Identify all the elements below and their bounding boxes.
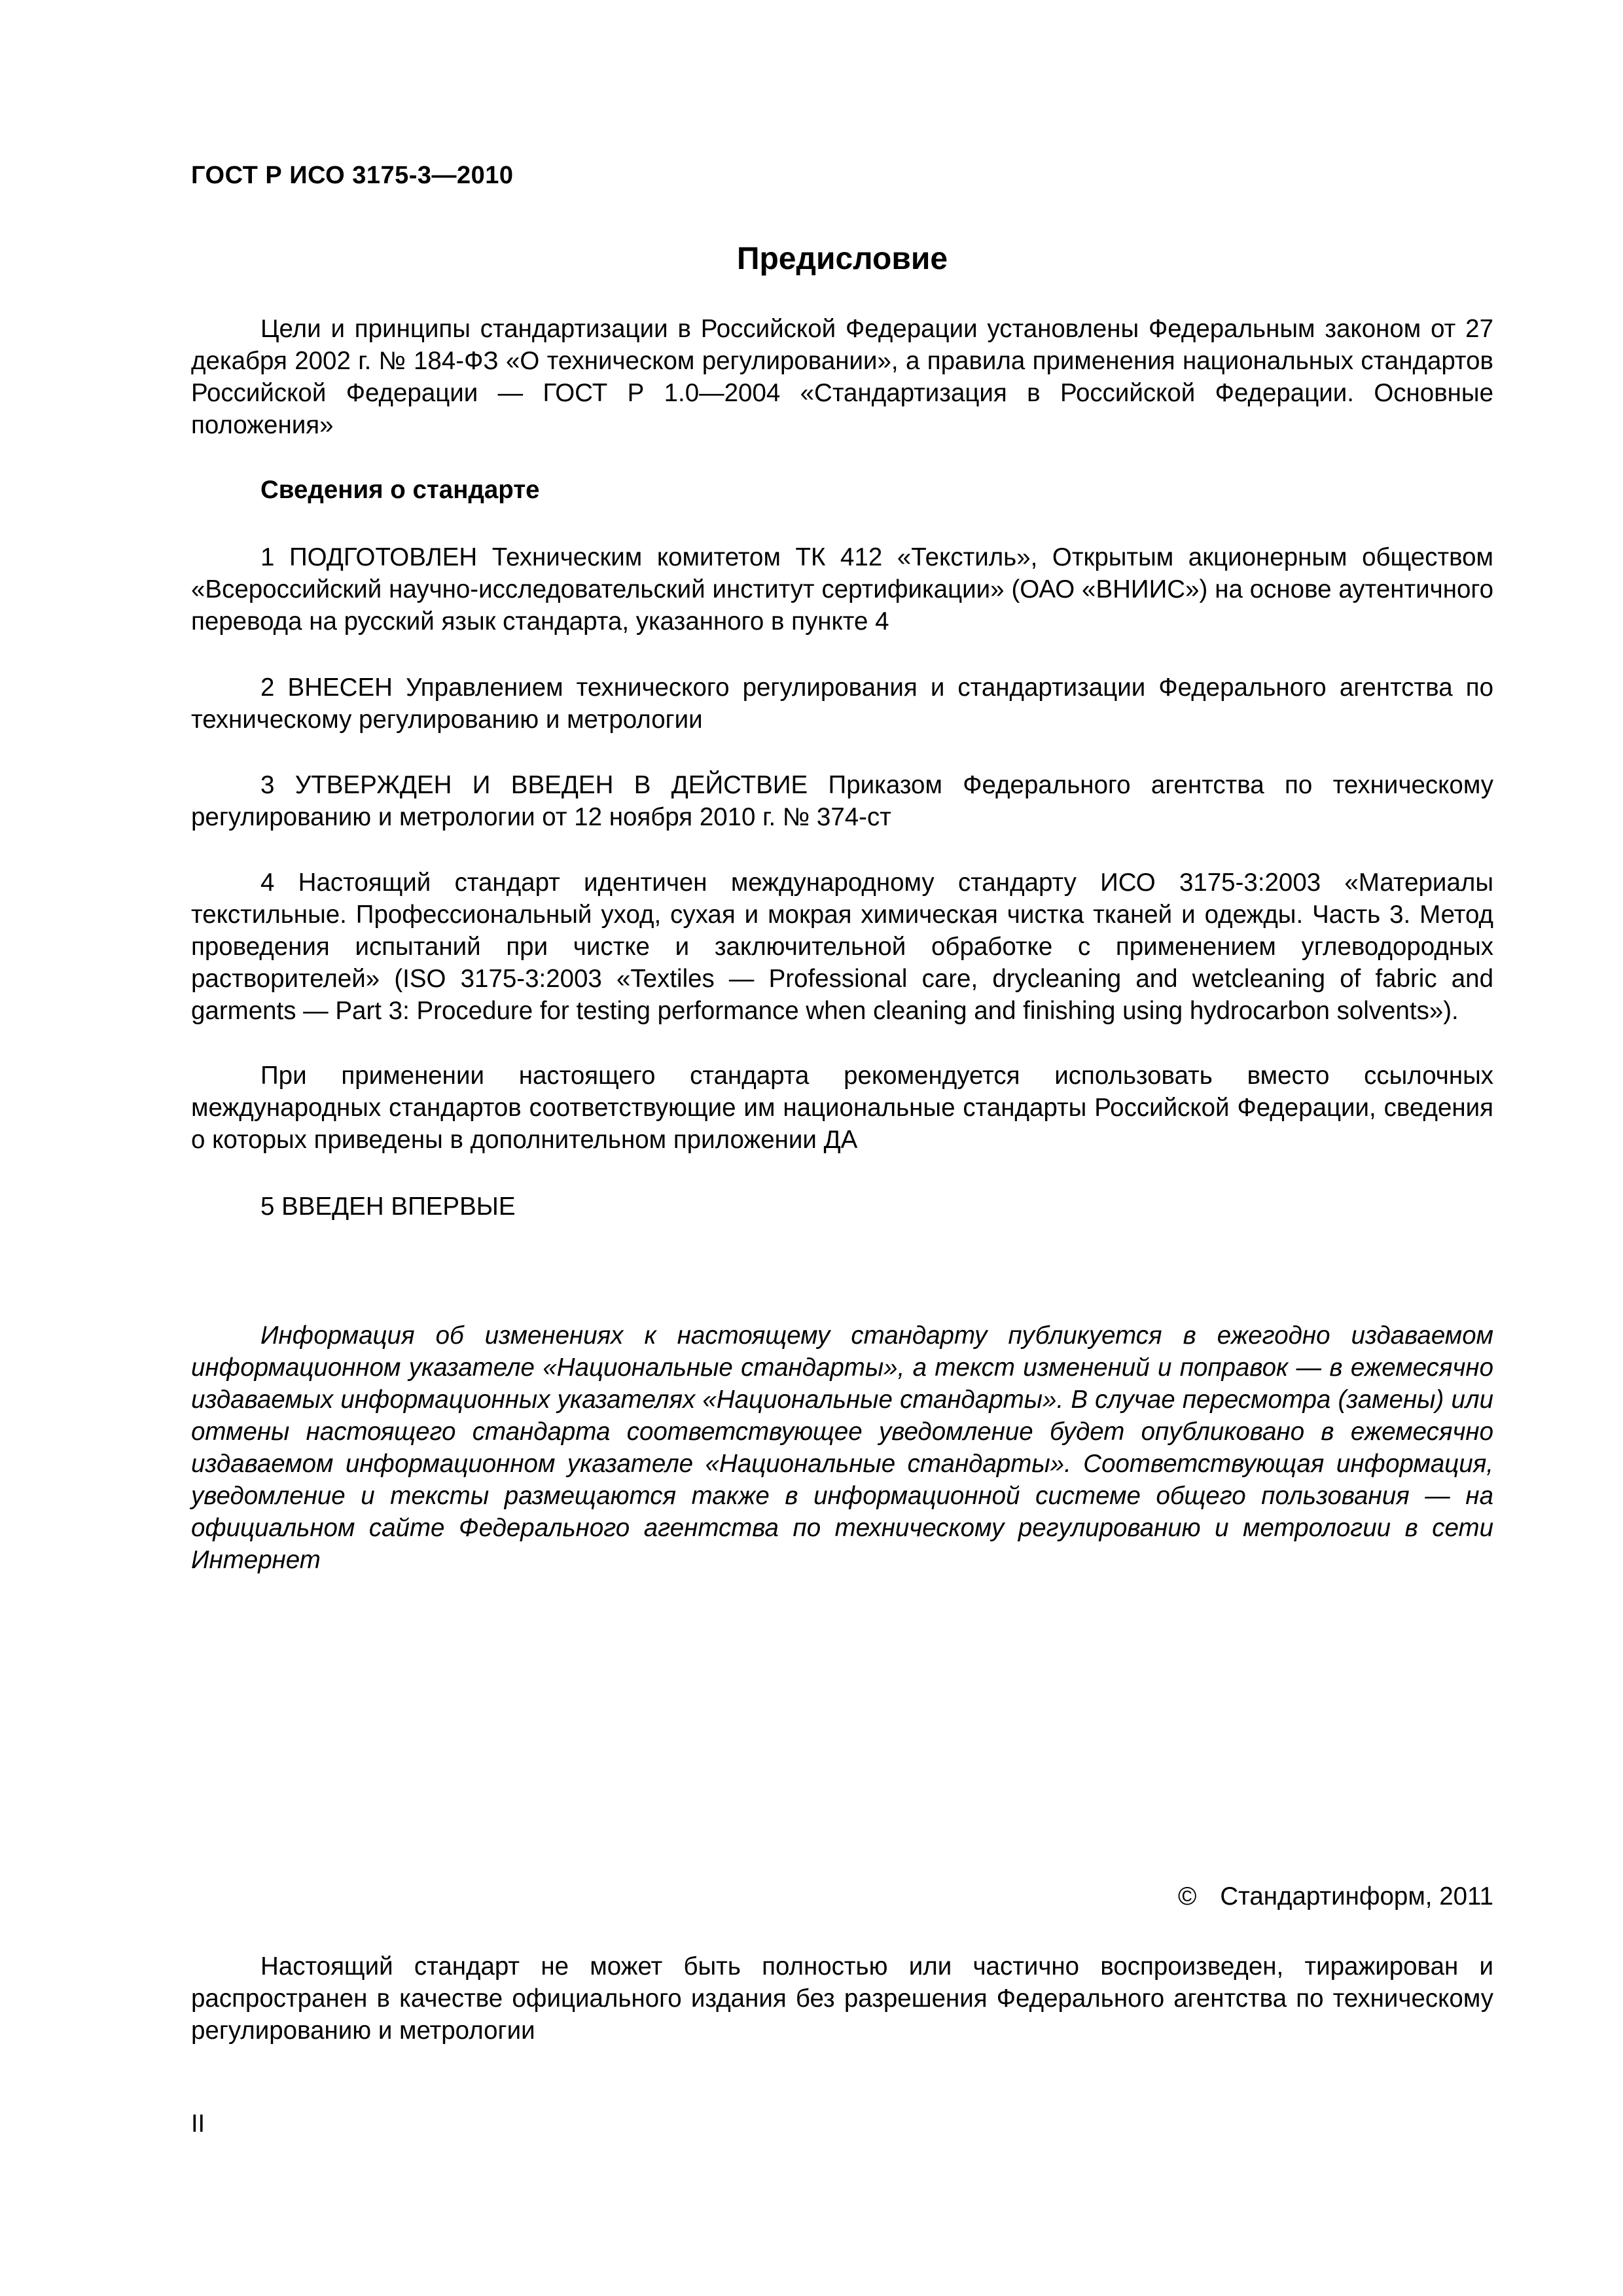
reproduction-notice: Настоящий стандарт не может быть полностью или частично воспроизведен, тиражирован и распространен в качестве официального издания без разрешения Федерального агентства по техническому регулированию и метрологии: [191, 1952, 1493, 2045]
item-5-first-introduced: 5 ВВЕДЕН ВПЕРВЫЕ: [260, 1193, 516, 1221]
section-heading: Сведения о стандарте: [260, 476, 540, 504]
item-2-submitted: 2 ВНЕСЕН Управлением технического регулирования и стандартизации Федерального агентства по техническому регулированию и метрологии: [191, 673, 1493, 734]
document-code-header: ГОСТ Р ИСО 3175-3—2010: [191, 162, 514, 189]
page-title: Предисловие: [736, 242, 948, 276]
copyright-text: Стандартинформ, 2011: [1220, 1882, 1493, 1910]
item-1-prepared: 1 ПОДГОТОВЛЕН Техническим комитетом ТК 412 «Текстиль», Открытым акционерным обществом «Всероссийский научно-исследовательский институт сертификации» (ОАО «ВНИИС») на основе аутентичного перевода на русский язык стандарта, указанного в пункте 4: [191, 543, 1493, 636]
item-4-references-note: При применении настоящего стандарта рекомендуется использовать вместо ссылочных международных стандартов соответствующие им национальные стандарты Российской Федерации, сведения о которых приведены в дополнительном приложении ДА: [191, 1062, 1493, 1154]
copyright-symbol: ©: [1177, 1882, 1197, 1910]
page-number: II: [191, 2110, 205, 2138]
changes-notice: Информация об изменениях к настоящему стандарту публикуется в ежегодно издаваемом информационном указателе «Национальные стандарты», а текст изменений и поправок — в ежемесячно издаваемых информационных указателях «Национальные стандарты». В случае пересмотра (замены) или отмены настоящего стандарта соответствующее уведомление будет опубликовано в ежемесячно издаваемом информационном указателе «Национальные стандарты». Соответствующая информация, уведомление и тексты размещаются также в информационной системе общего пользования — на официальном сайте Федерального агентства по техническому регулированию и метрологии в сети Интернет: [191, 1321, 1493, 1574]
copyright-line: [1178, 1882, 1493, 1911]
intro-paragraph: Цели и принципы стандартизации в Российской Федерации установлены Федеральным законом от 27 декабря 2002 г. № 184-ФЗ «О техническом регулировании», а правила применения национальных стандартов Российской Федерации — ГОСТ Р 1.0—2004 «Стандартизация в Российской Федерации. Основные положения»: [191, 315, 1493, 439]
document-page: [191, 0, 1493, 2296]
item-4-identical: 4 Настоящий стандарт идентичен международному стандарту ИСО 3175-3:2003 «Материалы текстильные. Профессиональный уход, сухая и мокрая химическая чистка тканей и одежды. Часть 3. Метод проведения испытаний при чистке и заключительной обработке с применением углеводородных растворителей» (ISO 3175-3:2003 «Textiles — Professional care, drycleaning and wetcleaning of fabric and garments — Part 3: Procedure for testing performance when cleaning and finishing using hydrocarbon solvents»).: [191, 869, 1493, 1025]
item-3-approved: 3 УТВЕРЖДЕН И ВВЕДЕН В ДЕЙСТВИЕ Приказом Федерального агентства по техническому регулированию и метрологии от 12 ноября 2010 г. № 374-ст: [191, 771, 1493, 831]
